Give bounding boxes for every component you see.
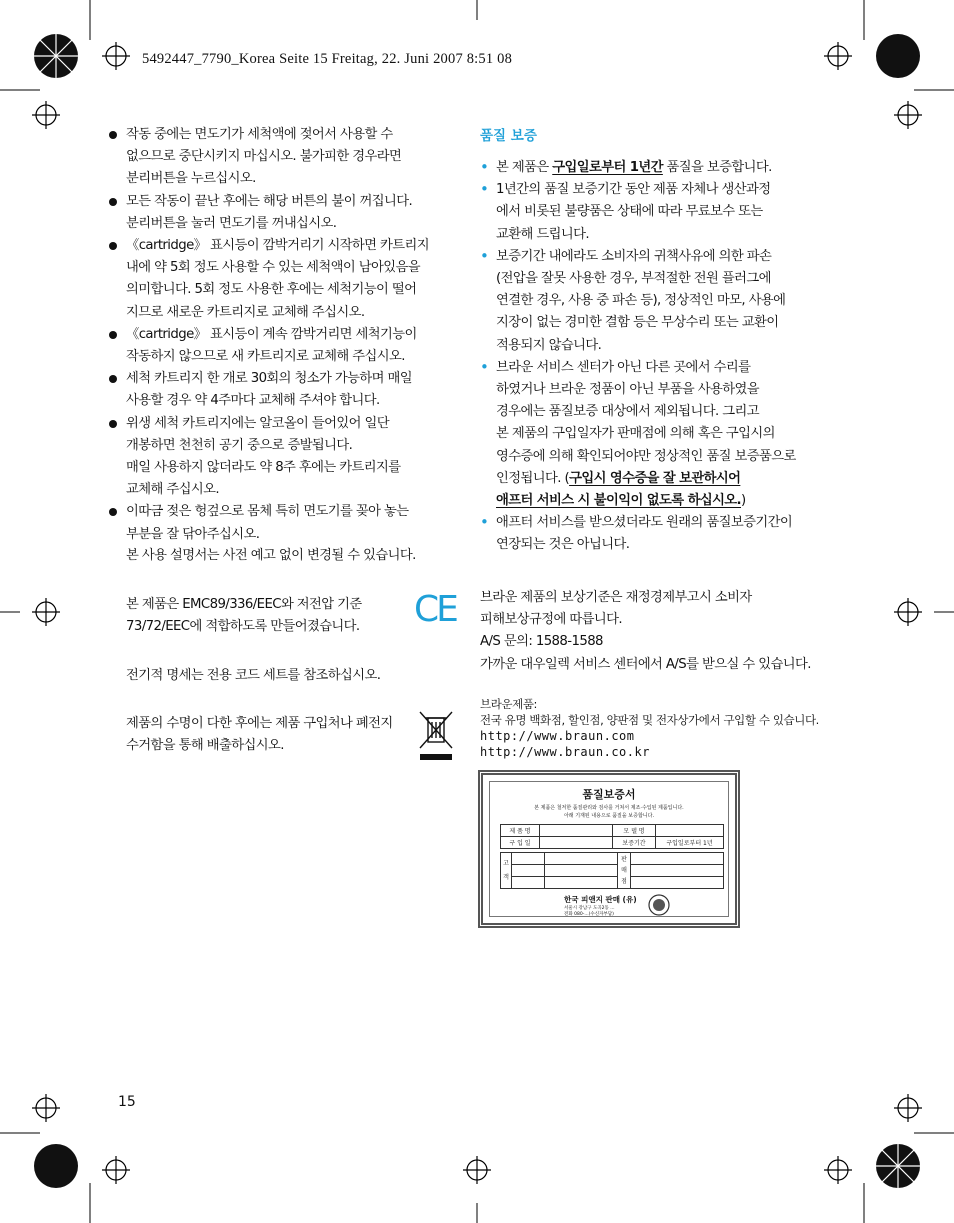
list-item: 세척 카트리지 한 개로 30회의 청소가 가능하며 매일 사용할 경우 약 4주마다 교체해 주셔야 합니다. bbox=[108, 368, 458, 412]
cord-notice: 전기적 명세는 전용 코드 세트를 참조하십시오. bbox=[126, 668, 381, 683]
change-notice: 본 사용 설명서는 사전 예고 없이 변경될 수 있습니다. bbox=[126, 548, 416, 563]
emc-statement: 본 제품은 EMC89/336/EEC와 저전압 기준 73/72/EEC에 적합하도록 만들어졌습니다. bbox=[126, 597, 362, 635]
warranty-list bbox=[480, 157, 840, 557]
list-item: • 보증기간 내에라도 소비자의 귀책사유에 의한 파손 (전압을 잘못 사용한 경우, 부적절한 전원 플러그에 연결한 경우, 사용 중 파손 등), 정상적인 마모, 사용에 지장이 없는 경미한 결함 등은 무상수리 또는 교환이 적용되지 않습니다. bbox=[480, 246, 840, 357]
list-item: 작동 중에는 면도기가 세척액에 젖어서 사용할 수 없으므로 중단시키지 마십시오. 불가피한 경우라면 분리버튼을 누르십시오. bbox=[108, 124, 458, 191]
certificate-title: 품질보증서 bbox=[582, 788, 636, 801]
list-item: • 1년간의 품질 보증기간 동안 제품 자체나 생산과정 에서 비롯된 불량품은 상태에 따라 무료보수 또는 교환해 드립니다. bbox=[480, 179, 840, 246]
ce-mark-icon: CE bbox=[414, 589, 456, 630]
list-item: 모든 작동이 끝난 후에는 해당 버튼의 불이 꺼집니다. 분리버튼을 눌러 면도기를 꺼내십시오. bbox=[108, 191, 458, 235]
disposal-notice: 제품의 수명이 다한 후에는 제품 구입처나 폐전지 수거함을 통해 배출하십시오. bbox=[126, 716, 393, 754]
compensation-info: 브라운 제품의 보상기준은 재정경제부고시 소비자 피해보상규정에 따릅니다. A/S 문의: 1588-1588 가까운 대우일렉 서비스 센터에서 A/S를 받으실 수 있습니다. bbox=[480, 590, 811, 672]
certificate-table: 제 품 명 모 델 명 구 입 일 보증기간 구입일로부터 1년 bbox=[500, 824, 724, 849]
crossed-bin-icon bbox=[418, 708, 454, 764]
certificate-company: 한국 피앤지 판매 (유) bbox=[564, 895, 637, 904]
list-item: • 브라운 서비스 센터가 아닌 다른 곳에서 수리를 하였거나 브라운 정품이 아닌 부품을 사용하였을 경우에는 품질보증 대상에서 제외됩니다. 그리고 본 제품의 구입일자가 판매점에 의해 혹은 구입시의 영수증에 의해 확인되어야만 정상적인 품질 보증품으로 인정됩니다. (구입시 영수증을 잘 보관하시어 애프터 서비스 시 불이익이 없도록 하십시오.) bbox=[480, 357, 840, 512]
braun-url-link[interactable]: http://www.braun.com bbox=[480, 729, 635, 743]
list-item: 《cartridge》 표시등이 계속 깜박거리면 세척기능이 작동하지 않으므로 새 카트리지로 교체해 주십시오. bbox=[108, 324, 458, 368]
list-item: 이따금 젖은 헝겊으로 몸체 특히 면도기를 꽂아 놓는 부분을 잘 닦아주십시오. bbox=[108, 501, 458, 545]
list-item: 위생 세척 카트리지에는 알코올이 들어있어 일단 개봉하면 천천히 공기 중으로 증발됩니다. 매일 사용하지 않더라도 약 8주 후에는 카트리지를 교체해 주십시오. bbox=[108, 413, 458, 502]
page-number: 15 bbox=[118, 1094, 136, 1110]
print-slug: 5492447_7790_Korea Seite 15 Freitag, 22. Juni 2007 8:51 08 bbox=[142, 51, 513, 67]
list-item: 《cartridge》 표시등이 깜박거리기 시작하면 카트리지 내에 약 5회 정도 사용할 수 있는 세척액이 남아있음을 의미합니다. 5회 정도 사용한 후에는 세척기능이 떨어 지므로 새로운 카트리지로 교체해 주십시오. bbox=[108, 235, 458, 324]
left-column bbox=[108, 124, 458, 546]
purchase-info: 브라운제품: 전국 유명 백화점, 할인점, 양판점 및 전자상가에서 구입할 수 있습니다. http://www.braun.com http://www.braun.co.kr bbox=[480, 696, 850, 760]
certificate-party-table: 고 객 판 매 점 bbox=[500, 852, 724, 889]
warranty-certificate: 품질보증서 본 제품은 철저한 품질관리와 검사를 거쳐서 제조·수입된 제품입니다. 아래 기재된 내용으로 품질을 보증합니다. 제 품 명 모 델 명 구 입 일 보증기간 구입일로부터 1년 고 객 판 매 점 한국 피앤지 판매 (유) 서울시 강남구 도곡2동 ... 전화 080-...(수신자부담) bbox=[478, 770, 740, 928]
list-item: • 애프터 서비스를 받으셨더라도 원래의 품질보증기간이 연장되는 것은 아닙니다. bbox=[480, 512, 840, 556]
company-seal-icon bbox=[648, 894, 670, 916]
list-item: • 본 제품은 구입일로부터 1년간 품질을 보증합니다. bbox=[480, 157, 840, 179]
braun-kr-url-link[interactable]: http://www.braun.co.kr bbox=[480, 745, 650, 759]
warranty-heading: 품질 보증 bbox=[480, 128, 537, 144]
